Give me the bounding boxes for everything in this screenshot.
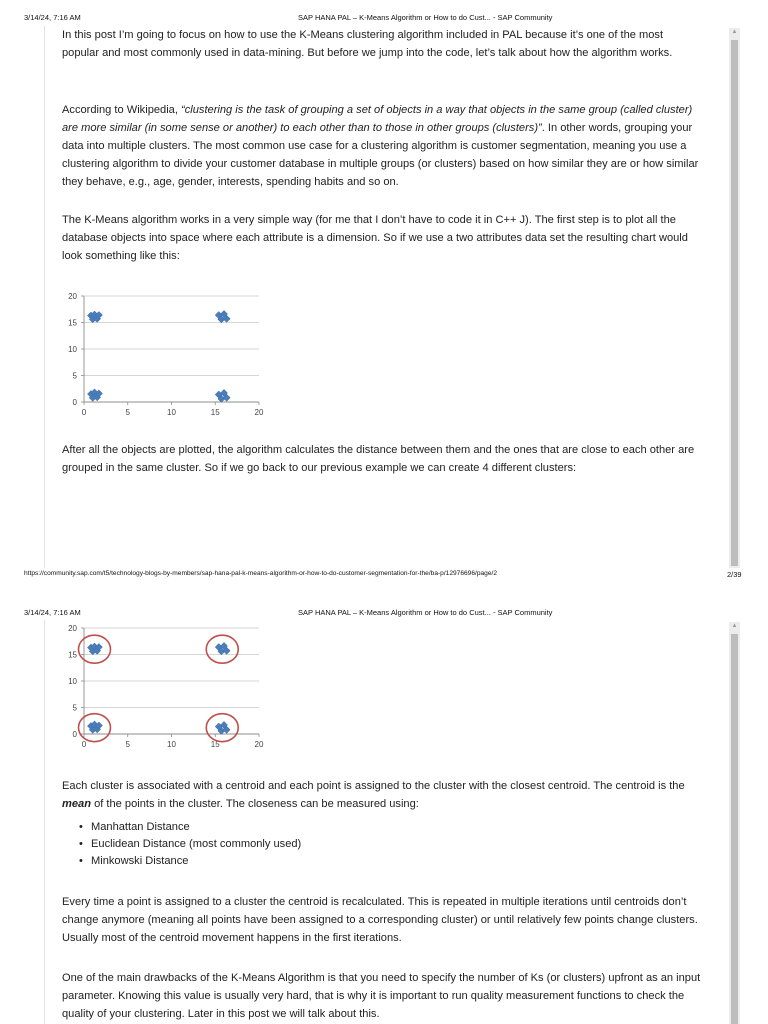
x-tick-label: 5 [125, 740, 130, 749]
print-url: https://community.sap.com/t5/technology-blogs-by-members/sap-hana-pal-k-means-algorithm-or-how-to-do-customer-segmentation-for-the/ba-p/12976696/page/2 [24, 570, 498, 577]
x-tick-label: 15 [210, 408, 220, 417]
y-tick-label: 5 [72, 371, 77, 381]
distance-list [62, 819, 491, 870]
print-timestamp-page2: 3/14/24, 7:16 AM [24, 608, 81, 617]
y-tick-label: 10 [68, 677, 77, 686]
x-tick-label: 20 [254, 740, 264, 749]
x-tick-label: 0 [81, 740, 87, 749]
print-page-number: 2/39 [727, 570, 742, 579]
scatter-chart-clusters [52, 618, 282, 756]
y-tick-label: 10 [68, 345, 77, 354]
y-tick-label: 5 [72, 703, 77, 713]
x-tick-label: 15 [210, 740, 220, 749]
drawback-paragraph: One of the main drawbacks of the K-Means Algorithm is that you need to specify the number of Ks (or clusters) upfront as an input parameter. Knowing this value is usually very hard, that is why it is important to run quality measurement functions to check the quality of your clustering. Later in this post we will talk about this. [62, 972, 701, 1020]
x-tick-label: 10 [167, 408, 176, 417]
x-tick-label: 0 [81, 408, 87, 417]
y-tick-label: 15 [68, 318, 77, 328]
list-item: • Manhattan Distance [91, 819, 491, 836]
scrollbar-thumb[interactable] [731, 40, 738, 566]
wiki-tail-text: . In other words, grouping your data into multiple clusters. The most common use case for a clustering algorithm is customer segmentation, meaning you use a clustering algorithm to divide your customer database in multiple groups (or clusters) based on how similar they are or how similar they behave, e.g., age, gender, interests, spending habits and so on. [62, 122, 699, 188]
scroll-up-icon[interactable]: ▲ [731, 29, 738, 35]
list-item: • Euclidean Distance (most commonly used) [91, 836, 491, 853]
scroll-up-icon[interactable]: ▲ [731, 623, 738, 629]
y-tick-label: 0 [72, 398, 77, 407]
x-tick-label: 20 [254, 408, 264, 417]
x-tick-label: 5 [125, 408, 130, 417]
y-tick-label: 20 [68, 292, 77, 301]
kmeans-paragraph: The K-Means algorithm works in a very simple way (for me that I don’t have to code it in C++ J). The first step is to plot all the database objects into space where each attribute is a dimension. So if we use a two attributes data set the resulting chart would look something like this: [62, 214, 688, 262]
centroid-lead-text: Each cluster is associated with a centroid and each point is assigned to the cluster with the closest centroid. The centroid is the [62, 780, 685, 792]
wikipedia-paragraph [62, 101, 702, 191]
x-tick-label: 10 [167, 740, 176, 749]
print-page-title-page2: SAP HANA PAL – K-Means Algorithm or How to do Cust... - SAP Community [298, 608, 553, 617]
scatter-chart-plotted-objects [52, 286, 282, 424]
wiki-lead-text: According to Wikipedia, [62, 104, 182, 116]
centroid-tail-text: of the points in the cluster. The closeness can be measured using: [90, 798, 419, 810]
list-item: • Minkowski Distance [91, 853, 491, 870]
scrollbar-thumb[interactable] [731, 634, 738, 1024]
print-page-title: SAP HANA PAL – K-Means Algorithm or How to do Cust... - SAP Community [298, 13, 553, 22]
y-tick-label: 0 [72, 730, 77, 739]
iteration-paragraph: Every time a point is assigned to a cluster the centroid is recalculated. This is repeated in multiple iterations until centroids don’t change anymore (meaning all points have been assigned to a corresponding cluster) or until relatively few points change clusters. Usually most of the centroid movement happens in the first iterations. [62, 896, 698, 944]
y-tick-label: 20 [68, 624, 77, 633]
centroid-paragraph [62, 777, 702, 813]
intro-paragraph: In this post I’m going to focus on how to use the K-Means clustering algorithm included in PAL because it’s one of the most popular and most commonly used in data-mining. But before we jump into the code, let’s talk about how the algorithm works. [62, 29, 673, 59]
scrollbar[interactable] [729, 28, 740, 568]
mean-emphasis: mean [62, 798, 91, 810]
cluster-circle [206, 714, 238, 742]
content-left-border [44, 26, 45, 568]
clusters-paragraph: After all the objects are plotted, the algorithm calculates the distance between them and the ones that are close to each other are grouped in the same cluster. So if we go back to our previous example we can create 4 different clusters: [62, 444, 695, 474]
wiki-quote: “clustering is the task of grouping a set of objects in a way that objects in the same group (called cluster) are more similar (in some sense or another) to each other than to those in other groups (clusters)” [62, 104, 693, 134]
y-tick-label: 15 [68, 650, 77, 660]
scrollbar-page2[interactable] [729, 622, 740, 1024]
print-timestamp: 3/14/24, 7:16 AM [24, 13, 81, 22]
content-left-border-page2 [44, 620, 45, 1024]
